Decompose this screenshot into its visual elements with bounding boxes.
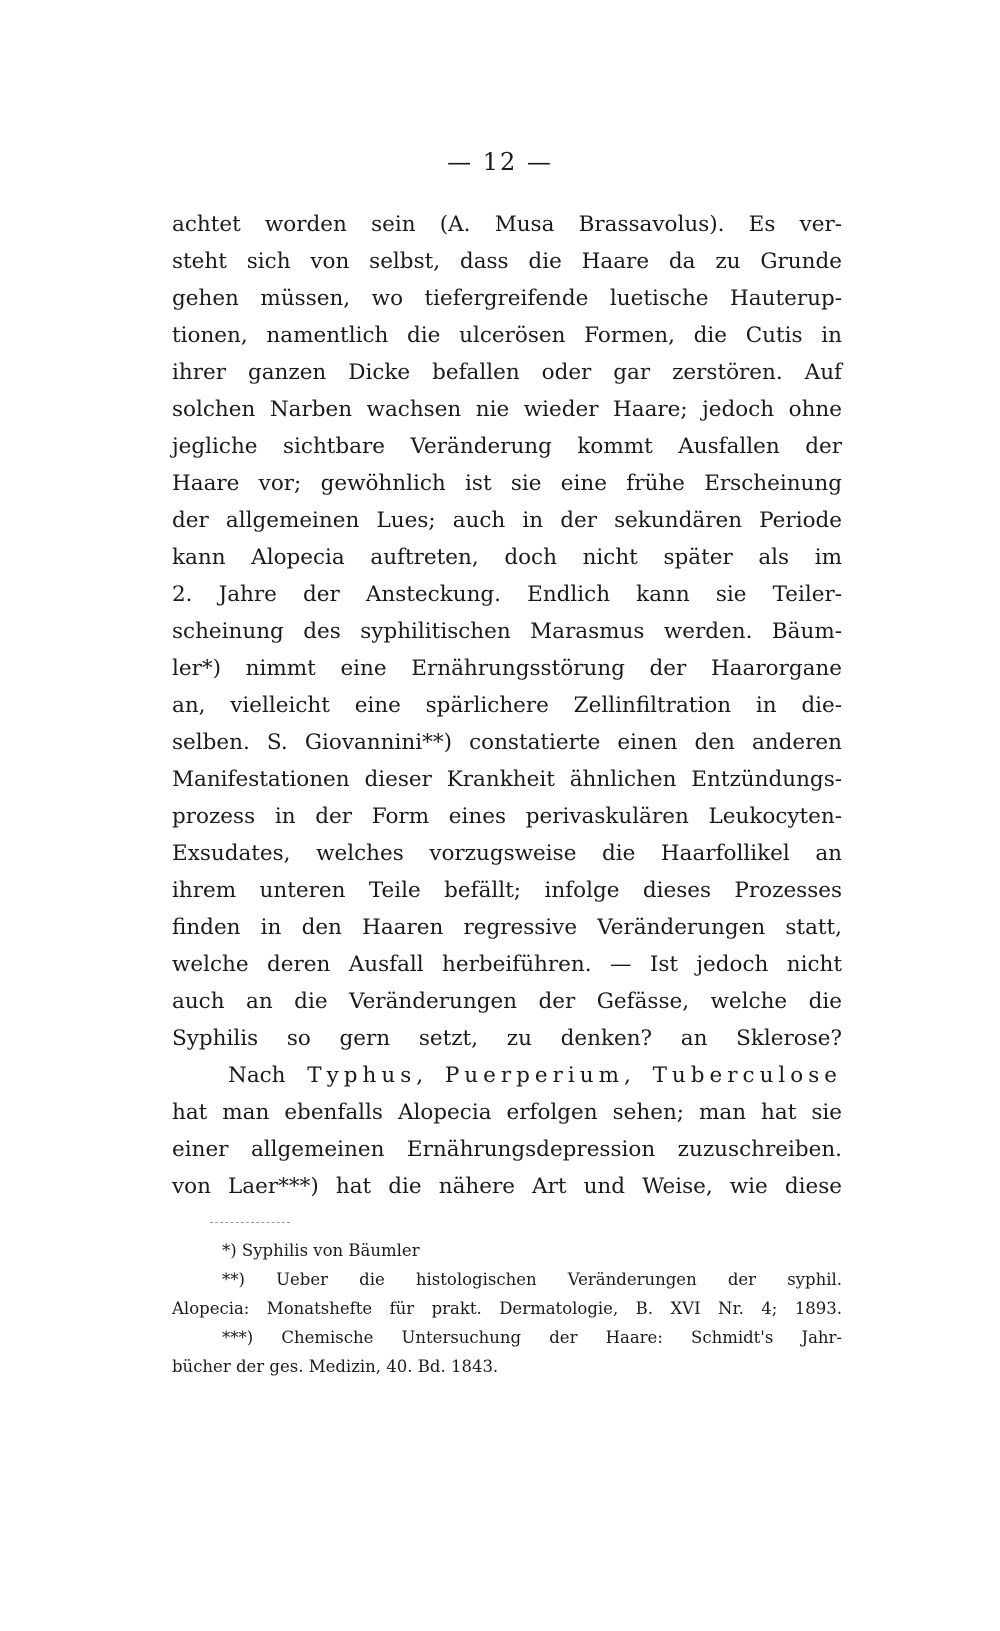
- text-span: ,: [624, 1063, 653, 1088]
- paragraph-start-line: [172, 1057, 842, 1094]
- text-line: von Laer***) hat die nähere Art und Weise, wie diese: [172, 1174, 842, 1199]
- text-line: welche deren Ausfall herbeiführen. — Ist jedoch nicht: [172, 952, 842, 977]
- text-line: scheinung des syphilitischen Marasmus werden. Bäum-: [172, 619, 842, 644]
- text-line: Syphilis so gern setzt, zu denken? an Sklerose?: [172, 1026, 842, 1051]
- text-line: auch an die Veränderungen der Gefässe, welche die: [172, 989, 842, 1014]
- text-line: Exsudates, welches vorzugsweise die Haarfollikel an: [172, 841, 842, 866]
- text-line: Manifestationen dieser Krankheit ähnlichen Entzündungs-: [172, 767, 842, 792]
- spaced-term-puerperium: Puerperium: [444, 1063, 625, 1088]
- text-line: selben. S. Giovannini**) constatierte einen den anderen: [172, 730, 842, 755]
- text-line: ihrer ganzen Dicke befallen oder gar zerstören. Auf: [172, 360, 842, 385]
- body-text: [172, 206, 842, 1205]
- spaced-term-typhus: Typhus: [307, 1063, 417, 1088]
- text-line: tionen, namentlich die ulcerösen Formen, die Cutis in: [172, 323, 842, 348]
- text-line: jegliche sichtbare Veränderung kommt Ausfallen der: [172, 434, 842, 459]
- footnote-line: *) Syphilis von Bäumler: [222, 1241, 420, 1260]
- text-line: steht sich von selbst, dass die Haare da zu Grunde: [172, 249, 842, 274]
- page-number: — 12 —: [447, 148, 553, 176]
- text-line: 2. Jahre der Ansteckung. Endlich kann sie Teiler-: [172, 582, 842, 607]
- footnote-line: Alopecia: Monatshefte für prakt. Dermatologie, B. XVI Nr. 4; 1893.: [172, 1299, 842, 1318]
- footnote-line: **) Ueber die histologischen Veränderungen der syphil.: [222, 1270, 842, 1289]
- text-line: an, vielleicht eine spärlichere Zellinfiltration in die-: [172, 693, 842, 718]
- text-span: ,: [416, 1063, 445, 1088]
- text-span: Nach: [228, 1063, 308, 1088]
- footnote-line: bücher der ges. Medizin, 40. Bd. 1843.: [172, 1357, 499, 1376]
- text-line: der allgemeinen Lues; auch in der sekundären Periode: [172, 508, 842, 533]
- text-line: ler*) nimmt eine Ernährungsstörung der Haarorgane: [172, 656, 842, 681]
- text-line: kann Alopecia auftreten, doch nicht später als im: [172, 545, 842, 570]
- text-line: prozess in der Form eines perivaskulären Leukocyten-: [172, 804, 842, 829]
- footnote-divider: [210, 1222, 290, 1223]
- text-line: einer allgemeinen Ernährungsdepression zuzuschreiben.: [172, 1137, 842, 1162]
- text-line: Haare vor; gewöhnlich ist sie eine frühe Erscheinung: [172, 471, 842, 496]
- text-line: hat man ebenfalls Alopecia erfolgen sehen; man hat sie: [172, 1100, 842, 1125]
- footnote-line: ***) Chemische Untersuchung der Haare: Schmidt's Jahr-: [222, 1328, 842, 1347]
- footnotes: [172, 1236, 842, 1381]
- spaced-term-tuberculose: Tuberculose: [652, 1063, 843, 1088]
- text-line: solchen Narben wachsen nie wieder Haare; jedoch ohne: [172, 397, 842, 422]
- text-line: achtet worden sein (A. Musa Brassavolus). Es ver-: [172, 212, 842, 237]
- text-line: gehen müssen, wo tiefergreifende luetische Hauterup-: [172, 286, 842, 311]
- text-line: finden in den Haaren regressive Veränderungen statt,: [172, 915, 842, 940]
- text-line: ihrem unteren Teile befällt; infolge dieses Prozesses: [172, 878, 842, 903]
